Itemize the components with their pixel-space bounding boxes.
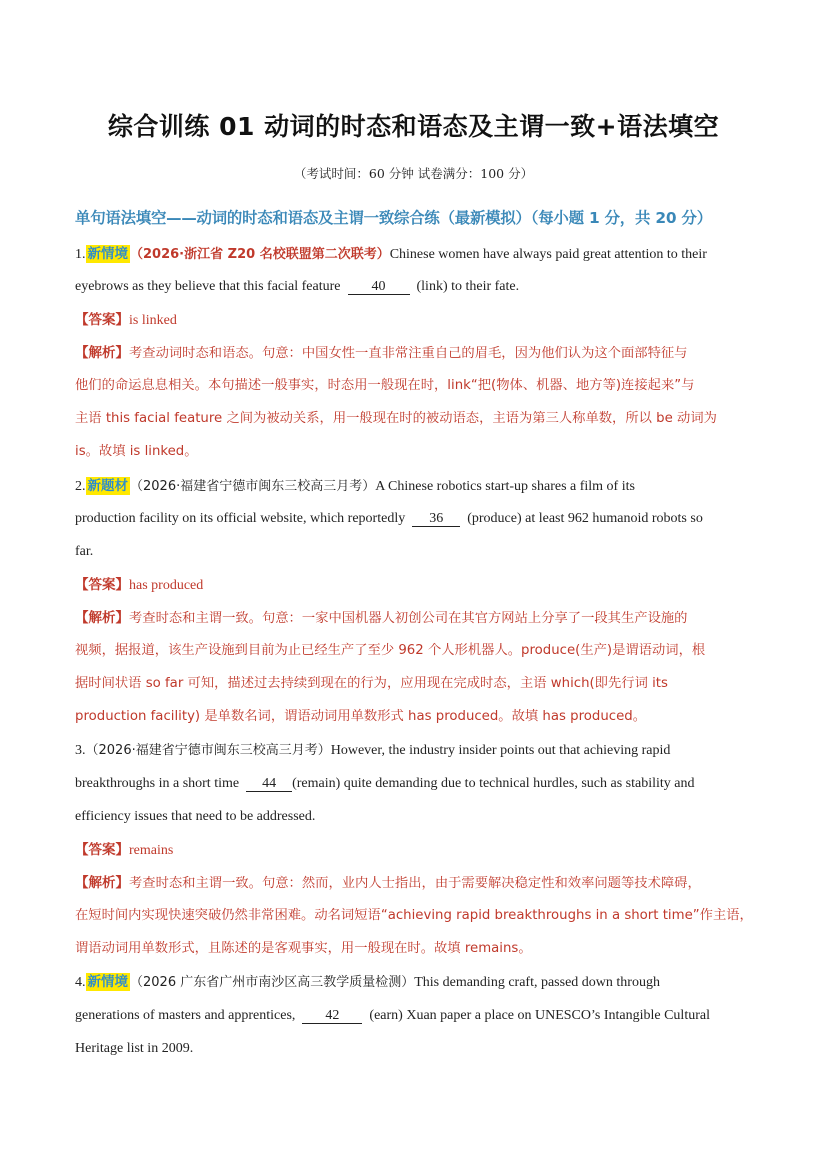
new-context-badge: 新情境: [87, 246, 128, 262]
analysis-1-line-4: is。故填 is linked。: [75, 444, 198, 459]
analysis-2-line-3: 据时间状语 so far 可知，描述过去持续到现在的行为，应用现在完成时态，主语 which(即先行词 its: [75, 676, 668, 691]
question-4-line-3: Heritage list in 2009.: [75, 1041, 194, 1056]
answer-blank: 40: [348, 279, 410, 295]
question-2-line-2: production facility on its official website, which reportedly 36 (produce) at least 962 humanoid robots so: [75, 511, 703, 526]
question-1-line-2: eyebrows as they believe that this facial feature 40 (link) to their fate.: [75, 279, 520, 294]
page-title: 综合训练 01 动词的时态和语态及主谓一致+语法填空: [107, 112, 720, 141]
question-3: 3.（2026·福建省宁德市闽东三校高三月考）However, the industry insider points out that achieving rapid: [75, 743, 671, 758]
answer-label: 【答案】: [75, 312, 129, 328]
answer-label: 【答案】: [75, 577, 129, 593]
question-1: 1. 新情境 （2026·浙江省 Z20 名校联盟第二次联考）Chinese women have always paid great attention to their: [75, 246, 707, 262]
analysis-label: 【解析】: [75, 345, 129, 361]
new-context-badge: 新情境: [87, 974, 128, 990]
new-material-badge: 新题材: [87, 478, 128, 494]
analysis-3-line-1: 【解析】考查时态和主谓一致。句意：然而，业内人士指出，由于需要解决稳定性和效率问题等技术障碍，: [75, 875, 701, 891]
question-4-line-2: generations of masters and apprentices, 42 (earn) Xuan paper a place on UNESCO’s Intangible Cultural: [75, 1008, 710, 1023]
answer-label: 【答案】: [75, 842, 129, 858]
question-source: （2026·福建省宁德市闽东三校高三月考）: [85, 743, 331, 758]
answer-blank: 42: [302, 1008, 362, 1024]
question-3-line-2: breakthroughs in a short time 44 (remain) quite demanding due to technical hurdles, such as stability and: [75, 776, 695, 791]
question-2-line-3: far.: [75, 544, 94, 559]
analysis-3-line-2: 在短时间内实现快速突破仍然非常困难。动名词短语“achieving rapid breakthroughs in a short time”作主语，: [75, 908, 753, 923]
exam-info: （考试时间：60 分钟 试卷满分：100 分）: [293, 166, 534, 181]
answer-blank: 36: [412, 511, 460, 527]
answer-blank: 44: [246, 776, 292, 792]
analysis-1-line-1: 【解析】考查动词时态和语态。句意：中国女性一直非常注重自己的眉毛，因为他们认为这个面部特征与: [75, 345, 688, 361]
question-4: 4. 新情境 （2026 广东省广州市南沙区高三教学质量检测）This demanding craft, passed down through: [75, 974, 660, 990]
analysis-2-line-1: 【解析】考查时态和主谓一致。句意：一家中国机器人初创公司在其官方网站上分享了一段其生产设施的: [75, 610, 688, 626]
analysis-2-line-2: 视频，据报道，该生产设施到目前为止已经生产了至少 962 个人形机器人。produce(生产)是谓语动词，根: [75, 643, 706, 658]
analysis-1-line-2: 他们的命运息息相关。本句描述一般事实，时态用一般现在时，link“把(物体、机器、地方等)连接起来”与: [75, 378, 695, 393]
analysis-1-line-3: 主语 this facial feature 之间为被动关系，用一般现在时的被动语态，主语为第三人称单数，所以 be 动词为: [75, 411, 717, 426]
question-source: （2026 广东省广州市南沙区高三教学质量检测）: [130, 975, 415, 990]
analysis-label: 【解析】: [75, 610, 129, 626]
question-2: 2. 新题材 （2026·福建省宁德市闽东三校高三月考）A Chinese robotics start-up shares a film of its: [75, 478, 635, 494]
question-source: （2026·福建省宁德市闽东三校高三月考）: [130, 479, 376, 494]
question-source: （2026·浙江省 Z20 名校联盟第二次联考）: [130, 247, 390, 262]
answer-2: 【答案】has produced: [75, 577, 204, 593]
answer-1: 【答案】is linked: [75, 312, 177, 328]
analysis-2-line-4: production facility) 是单数名词，谓语动词用单数形式 has produced。故填 has produced。: [75, 709, 646, 724]
question-3-line-3: efficiency issues that need to be addressed.: [75, 809, 316, 824]
analysis-3-line-3: 谓语动词用单数形式，且陈述的是客观事实，用一般现在时。故填 remains。: [75, 941, 532, 956]
analysis-label: 【解析】: [75, 875, 129, 891]
answer-3: 【答案】remains: [75, 842, 174, 858]
section-heading: 单句语法填空——动词的时态和语态及主谓一致综合练（最新模拟）（每小题 1 分，共 20 分）: [75, 209, 712, 227]
